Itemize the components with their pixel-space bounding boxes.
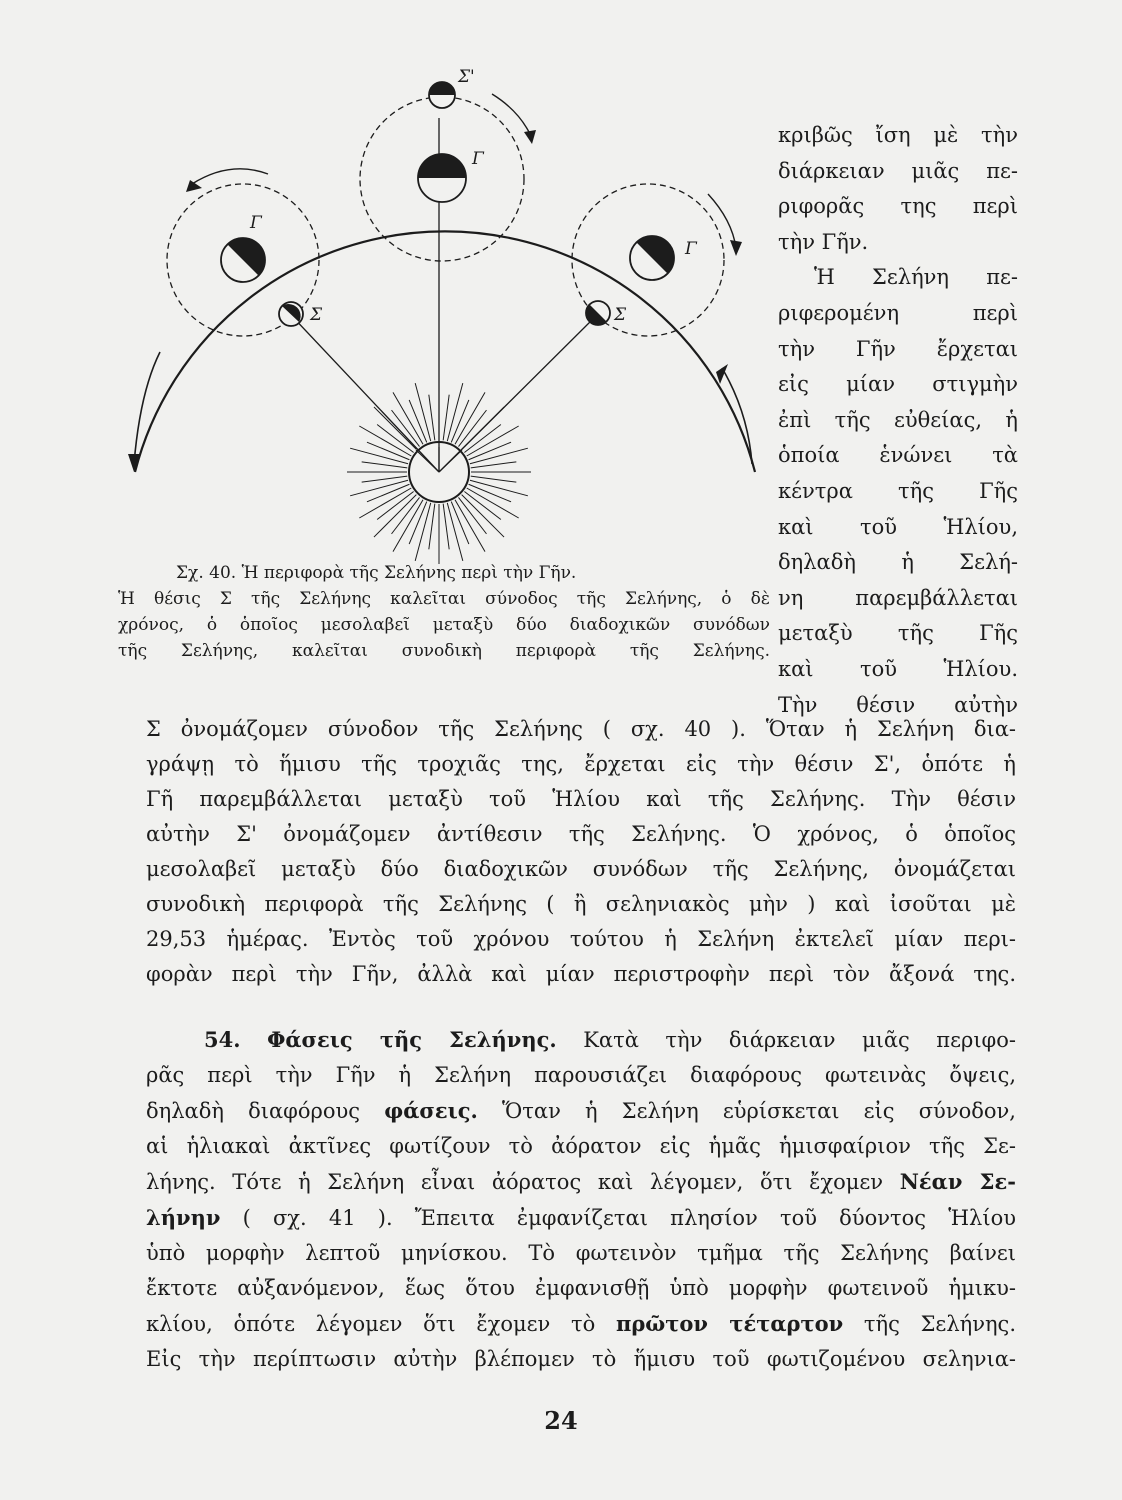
body-line: μεσολαβεῖ μεταξὺ δύο διαδοχικῶν συνόδων τῆς Σελήνης, ὀνομάζεται	[146, 857, 1016, 881]
side-line: τὴν Γῆν ἔρχεται	[778, 336, 1018, 361]
label-moon-right: Σ	[614, 305, 627, 325]
body-line: φορὰν περὶ τὴν Γῆν, ἀλλὰ καὶ μίαν περιστροφὴν περὶ τὸν ἄξονά της.	[146, 962, 1016, 986]
term-first-quarter: πρῶτον τέταρτον	[615, 1311, 844, 1336]
body-line: 29,53 ἡμέρας. Ἐντὸς τοῦ χρόνου τούτου ἡ Σελήνη ἐκτελεῖ μίαν περι-	[146, 927, 1016, 951]
term-new-moon-cont: λήνην	[146, 1205, 221, 1230]
section-text: Κατὰ τὴν διάρκειαν μιᾶς περιφο-	[583, 1028, 1016, 1052]
side-line: νη παρεμβάλλεται	[778, 585, 1018, 610]
sun-ray	[374, 495, 416, 537]
caption-line: χρόνος, ὁ ὁποῖος μεσολαβεῖ μεταξὺ δύο διαδοχικῶν συνόδων	[118, 615, 770, 635]
figure-caption	[118, 560, 770, 664]
body-paragraph	[146, 712, 1016, 992]
side-line: Τὴν θέσιν αὐτὴν	[778, 692, 1018, 717]
caption-line: Ἡ θέσις Σ τῆς Σελήνης καλεῖται σύνοδος τῆς Σελήνης, ὁ δὲ	[118, 589, 770, 609]
section-line: αἱ ἡλιακαὶ ἀκτῖνες φωτίζουν τὸ ἀόρατον εἰς ἡμᾶς ἡμισφαίριον τῆς Σε-	[146, 1134, 1016, 1158]
section-text: δηλαδὴ διαφόρους	[146, 1099, 361, 1123]
page-number: 24	[544, 1406, 578, 1435]
label-moon-opposition: Σ'	[458, 67, 475, 87]
section-line	[146, 1200, 1016, 1236]
section-text: Ὅταν ἡ Σελήνη εὑρίσκεται εἰς σύνοδον,	[502, 1099, 1016, 1123]
side-line: κριβῶς ἴση μὲ τὴν	[778, 123, 1018, 147]
side-line: Ἡ Σελήνη πε-	[814, 265, 1018, 290]
caption-line: τῆς Σελήνης, καλεῖται συνοδικὴ περιφορὰ τῆς Σελήνης.	[118, 641, 770, 661]
sun-ray	[374, 407, 416, 449]
sun-ray	[362, 476, 408, 482]
term-phases: φάσεις.	[384, 1098, 478, 1123]
section-text: κλίου, ὁπότε λέγομεν ὅτι ἔχομεν τὸ	[146, 1312, 596, 1336]
side-line: καὶ τοῦ Ἡλίου.	[778, 656, 1018, 681]
label-earth-right: Γ	[685, 239, 697, 259]
sun-ray	[429, 504, 435, 550]
side-line: ἐπὶ τῆς εὐθείας, ἡ	[778, 407, 1018, 432]
section-heading-line	[146, 1022, 1016, 1058]
side-line: διάρκειαν μιᾶς πε-	[778, 158, 1018, 183]
section-text: ( σχ. 41 ). Ἔπειτα ἐμφανίζεται πλησίον τοῦ δύοντος Ἡλίου	[242, 1206, 1016, 1230]
moon-orbit-figure	[120, 52, 770, 567]
side-line: κέντρα τῆς Γῆς	[778, 478, 1018, 503]
sun-ray	[429, 395, 435, 441]
sun-moon-line-right	[439, 314, 598, 472]
sun-ray	[471, 476, 517, 482]
section-number: 54.	[204, 1027, 241, 1052]
body-line: Γῆ παρεμβάλλεται μεταξὺ τοῦ Ἡλίου καὶ τῆς Σελήνης. Τὴν θέσιν	[146, 787, 1016, 811]
sun-ray	[362, 462, 408, 468]
section-line	[146, 1164, 1016, 1200]
caption-line: Σχ. 40. Ἡ περιφορὰ τῆς Σελήνης περὶ τὴν Γῆν.	[176, 563, 577, 583]
side-line: ριφερομένη περὶ	[778, 300, 1018, 325]
side-column-text	[778, 118, 1018, 723]
side-line: δηλαδὴ ἡ Σελή-	[778, 550, 1018, 575]
side-line: ριφορᾶς της περὶ	[778, 194, 1018, 219]
body-line: συνοδικὴ περιφορὰ τῆς Σελήνης ( ἢ σεληνιακὸς μὴν ) καὶ ἰσοῦται μὲ	[146, 892, 1016, 916]
section-54	[146, 1022, 1016, 1377]
side-line: εἰς μίαν στιγμὴν	[778, 372, 1018, 397]
section-text: λήνης. Τότε ἡ Σελήνη εἶναι ἀόρατος καὶ λέγομεν, ὅτι ἔχομεν	[146, 1170, 884, 1194]
sun-ray	[443, 504, 449, 550]
section-line: ἔκτοτε αὐξανόμενον, ἕως ὅτου ἐμφανισθῇ ὑπὸ μορφὴν φωτεινοῦ ἡμικυ-	[146, 1276, 1016, 1300]
section-line	[146, 1093, 1016, 1129]
section-line: Εἰς τὴν περίπτωσιν αὐτὴν βλέπομεν τὸ ἥμισυ τοῦ φωτιζομένου σεληνια-	[146, 1347, 1016, 1371]
moon-orbit-diagram	[120, 52, 770, 567]
body-line: γράψῃ τὸ ἥμισυ τῆς τροχιᾶς της, ἔρχεται εἰς τὴν θέσιν Σ', ὁπότε ἡ	[146, 752, 1016, 776]
section-title: Φάσεις τῆς Σελήνης.	[267, 1027, 557, 1052]
term-new-moon: Νέαν Σε-	[899, 1169, 1016, 1194]
section-line	[146, 1306, 1016, 1342]
label-earth-left: Γ	[250, 213, 262, 233]
sun-ray	[462, 495, 504, 537]
sun-moon-line-left	[290, 314, 439, 472]
body-line: αὐτὴν Σ' ὀνομάζομεν ἀντίθεσιν τῆς Σελήνης. Ὁ χρόνος, ὁ ὁποῖος	[146, 822, 1016, 846]
side-line: ὁποία ἑνώνει τὰ	[778, 443, 1018, 468]
label-moon-left: Σ	[310, 305, 323, 325]
sun-ray	[471, 462, 517, 468]
sun-ray	[443, 395, 449, 441]
orbit-arrow-left	[134, 352, 160, 464]
side-line: καὶ τοῦ Ἡλίου,	[778, 514, 1018, 539]
section-line: ρᾶς περὶ τὴν Γῆν ἡ Σελήνη παρουσιάζει διαφόρους φωτεινὰς ὄψεις,	[146, 1063, 1016, 1087]
body-line: Σ ὀνομάζομεν σύνοδον τῆς Σελήνης ( σχ. 40 ). Ὅταν ἡ Σελήνη δια-	[146, 717, 1016, 741]
section-text: τῆς Σελήνης.	[863, 1312, 1016, 1336]
side-line: τὴν Γῆν.	[778, 229, 869, 254]
label-earth-center: Γ	[472, 149, 484, 169]
section-line: ὑπὸ μορφὴν λεπτοῦ μηνίσκου. Τὸ φωτεινὸν τμῆμα τῆς Σελήνης βαίνει	[146, 1241, 1016, 1265]
side-line: μεταξὺ τῆς Γῆς	[778, 621, 1018, 646]
